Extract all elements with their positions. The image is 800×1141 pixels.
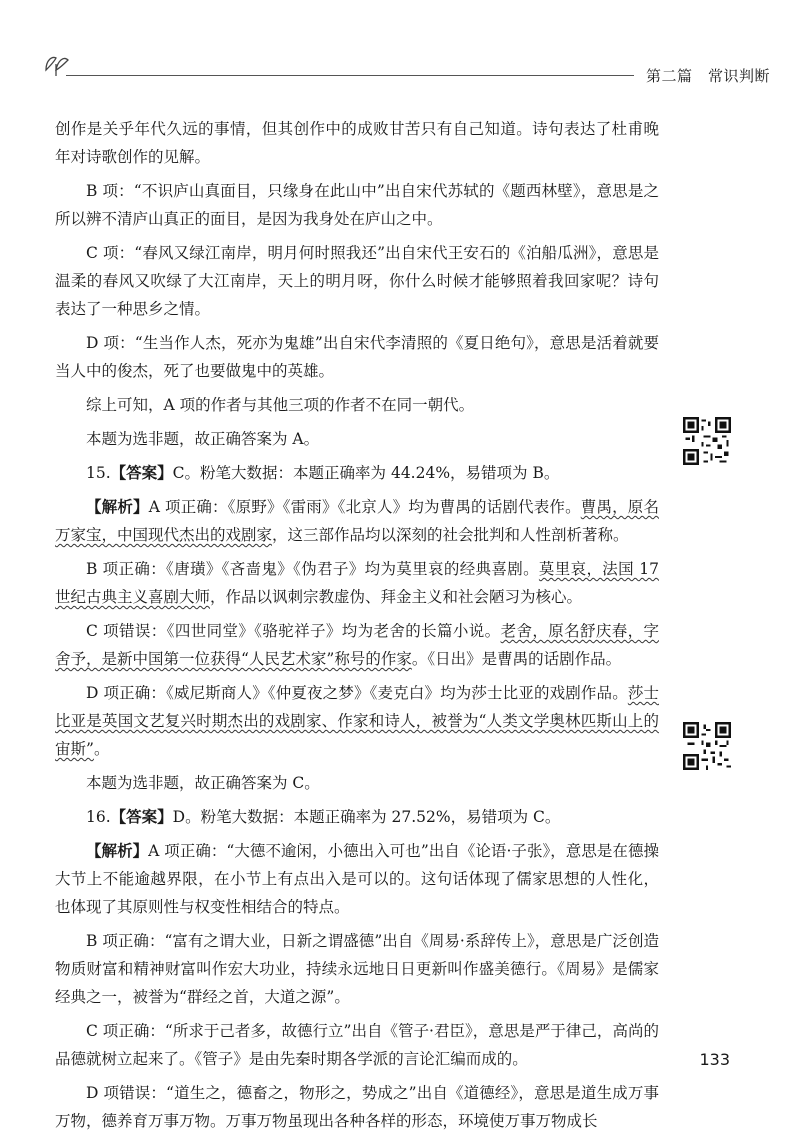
paragraph: 创作是关乎年代久远的事情，但其创作中的成败甘苦只有自己知道。诗句表达了杜甫晚年对诗歌创作的见解。 (55, 120, 659, 166)
analysis-text: D 项正确：《威尼斯商人》《仲夏夜之梦》《麦克白》均为莎士比亚的戏剧作品。 (86, 684, 628, 702)
qr-code-icon[interactable] (683, 417, 731, 465)
analysis-15-a (55, 493, 659, 549)
paragraph: 本题为选非题，故正确答案为 C。 (86, 774, 320, 792)
analysis-16-a (55, 837, 659, 921)
page-number: 133 (699, 1050, 730, 1069)
paragraph: 综上可知，A 项的作者与其他三项的作者不在同一朝代。 (86, 396, 475, 414)
emphasis-text: 莫里哀，法国 17 世纪古典主义喜剧大师 (55, 560, 659, 606)
analysis-text: A 项正确：《原野》《雷雨》《北京人》均为曹禺的话剧代表作。 (148, 498, 581, 516)
analysis-text: 。《日出》是曹禺的话剧作品。 (411, 650, 622, 668)
answer-15 (55, 459, 659, 487)
analysis-text: A 项正确：“大德不逾闲，小德出入可也”出自《论语·子张》，意思是在德操大节上不能逾越界限，在小节上有点出入是可以的。这句话体现了儒家思想的人性化，也体现了其原则性与权变性相结合的特点。 (55, 842, 659, 916)
analysis-text: C 项错误：《四世同堂》《骆驼祥子》均为老舍的长篇小说。 (86, 622, 501, 640)
analysis-16-c: C 项正确：“所求于己者多，故德行立”出自《管子·君臣》，意思是严于律己，高尚的品德就树立起来了。《管子》是由先秦时期各学派的言论汇编而成的。 (55, 1022, 659, 1068)
analysis-text: B 项正确：《唐璜》《吝啬鬼》《伪君子》均为莫里哀的经典喜剧。 (86, 560, 539, 578)
header-title: 第二篇 常识判断 (646, 67, 771, 85)
answer-text: D。粉笔大数据：本题正确率为 27.52%，易错项为 C。 (172, 808, 561, 826)
analysis-tag: 【解析】 (86, 841, 149, 860)
page-header (40, 50, 771, 90)
emphasis-text: 老舍，原名舒庆春，字舍予，是新中国第一位获得“人民艺术家”称号的作家 (55, 622, 659, 668)
answer-tag: 【答案】 (110, 807, 173, 826)
question-number: 15. (86, 464, 111, 482)
analysis-16-d: D 项错误：“道生之，德畜之，物形之，势成之”出自《道德经》，意思是道生成万事万物，德养育万事万物。万事万物虽现出各种各样的形态，环境使万事万物成长 (55, 1084, 659, 1130)
analysis-15-c (55, 617, 659, 673)
analysis-tag: 【解析】 (86, 497, 149, 516)
header-rule (66, 75, 634, 76)
question-number: 16. (86, 808, 111, 826)
leaf-icon (42, 50, 72, 76)
qr-code-icon[interactable] (683, 722, 731, 770)
emphasis-text: 莎士比亚是英国文艺复兴时期杰出的戏剧家、作家和诗人，被誉为“人类文学奥林匹斯山上的宙斯” (55, 684, 659, 758)
paragraph: D 项：“生当作人杰，死亦为鬼雄”出自宋代李清照的《夏日绝句》，意思是活着就要当人中的俊杰，死了也要做鬼中的英雄。 (55, 334, 659, 380)
analysis-16-b: B 项正确：“富有之谓大业，日新之谓盛德”出自《周易·系辞传上》，意思是广泛创造物质财富和精神财富叫作宏大功业，持续永远地日日更新叫作盛美德行。《周易》是儒家经典之一，被誉为“群经之首，大道之源”。 (55, 932, 659, 1006)
emphasis-text: 曹禺，原名万家宝，中国现代杰出的戏剧家 (55, 498, 659, 544)
page-body (55, 115, 659, 1141)
paragraph: 本题为选非题，故正确答案为 A。 (86, 430, 320, 448)
analysis-text: 。 (93, 740, 110, 758)
answer-16 (55, 803, 659, 831)
analysis-text: ，作品以讽刺宗教虚伪、拜金主义和社会陋习为核心。 (210, 588, 583, 606)
analysis-15-d (55, 679, 659, 763)
analysis-text: ，这三部作品均以深刻的社会批判和人性剖析著称。 (272, 526, 629, 544)
answer-text: C。粉笔大数据：本题正确率为 44.24%，易错项为 B。 (172, 464, 560, 482)
paragraph: B 项：“不识庐山真面目，只缘身在此山中”出自宋代苏轼的《题西林壁》，意思是之所以辨不清庐山真正的面目，是因为我身处在庐山之中。 (55, 182, 659, 228)
paragraph: C 项：“春风又绿江南岸，明月何时照我还”出自宋代王安石的《泊船瓜洲》，意思是温柔的春风又吹绿了大江南岸，天上的明月呀，你什么时候才能够照着我回家呢？诗句表达了一种思乡之情。 (55, 244, 659, 318)
answer-tag: 【答案】 (110, 463, 173, 482)
analysis-15-b (55, 555, 659, 611)
